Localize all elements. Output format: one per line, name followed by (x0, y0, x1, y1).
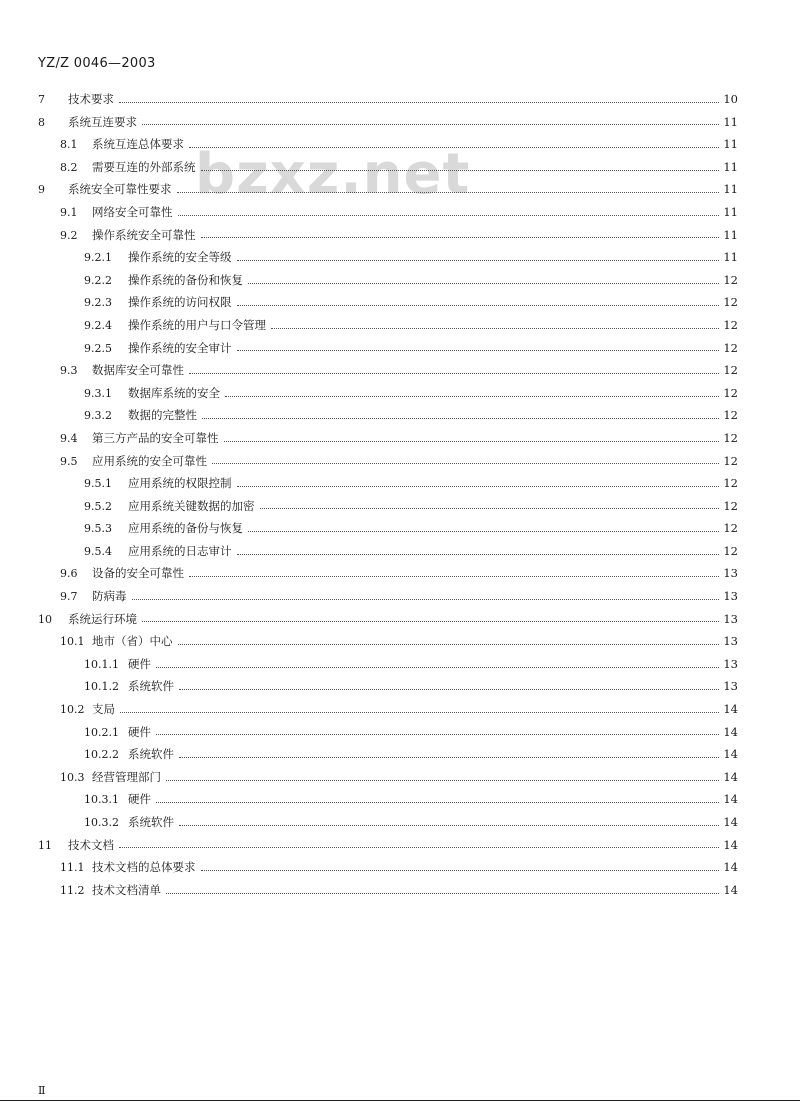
toc-entry[interactable] (38, 359, 738, 382)
toc-entry-title: 应用系统的备份与恢复 (128, 521, 243, 536)
toc-entry[interactable] (38, 653, 738, 676)
toc-entry-number: 11.2 (60, 883, 85, 897)
bottom-rule (0, 1100, 800, 1101)
toc-dot-leader (237, 554, 720, 555)
watermark: bzxz.net (195, 142, 471, 207)
toc-entry[interactable] (38, 562, 738, 585)
toc-entry-page: 13 (723, 634, 738, 649)
toc-entry-title: 硬件 (128, 656, 151, 671)
toc-entry-title: 系统软件 (128, 815, 174, 829)
toc-dot-leader (271, 328, 719, 329)
toc-entry[interactable] (38, 766, 738, 789)
toc-dot-leader (237, 305, 720, 306)
toc-entry-page: 14 (723, 860, 738, 875)
toc-entry-number: 9.2.4 (84, 318, 112, 332)
toc-entry-title: 操作系统安全可靠性 (92, 227, 196, 242)
toc-dot-leader (142, 124, 719, 125)
toc-entry-number: 10.1.2 (84, 680, 119, 694)
toc-entry-page: 12 (723, 476, 738, 491)
toc-entry[interactable] (38, 879, 738, 902)
toc-entry[interactable] (38, 246, 738, 269)
toc-entry-number: 9.4 (60, 431, 78, 445)
toc-entry-number: 9.5.1 (84, 477, 112, 491)
toc-entry-page: 12 (723, 408, 738, 423)
toc-entry-title: 设备的安全可靠性 (92, 566, 184, 581)
toc-entry-number: 10.1.1 (84, 657, 119, 671)
toc-entry-number: 10.3.1 (84, 793, 119, 807)
toc-entry-title: 操作系统的备份和恢复 (128, 272, 243, 287)
toc-entry-page: 11 (723, 159, 738, 174)
toc-entry-title: 网络安全可靠性 (92, 204, 173, 219)
toc-entry[interactable] (38, 721, 738, 744)
toc-entry[interactable] (38, 404, 738, 427)
toc-entry-title: 硬件 (128, 792, 151, 807)
toc-dot-leader (201, 237, 720, 238)
toc-dot-leader (179, 757, 719, 758)
toc-dot-leader (177, 192, 720, 193)
toc-entry-title: 系统互连要求 (68, 114, 137, 129)
toc-entry[interactable] (38, 585, 738, 608)
toc-dot-leader (237, 260, 720, 261)
toc-entry[interactable] (38, 788, 738, 811)
toc-entry-title: 系统软件 (128, 747, 174, 762)
toc-entry-page: 13 (723, 679, 738, 694)
toc-dot-leader (212, 463, 719, 464)
toc-entry-title: 支局 (92, 702, 115, 717)
toc-entry-page: 12 (723, 498, 738, 513)
toc-entry-page: 12 (723, 385, 738, 400)
toc-entry-title: 应用系统的安全可靠性 (92, 453, 207, 468)
document-code: YZ/Z 0046—2003 (38, 56, 156, 71)
toc-entry-title: 应用系统的权限控制 (128, 476, 232, 491)
toc-entry-title: 系统软件 (128, 679, 174, 694)
toc-entry[interactable] (38, 291, 738, 314)
toc-entry-page: 13 (723, 566, 738, 581)
toc-entry[interactable] (38, 698, 738, 721)
toc-entry[interactable] (38, 495, 738, 518)
toc-dot-leader (142, 621, 719, 622)
toc-entry-title: 地市（省）中心 (92, 634, 173, 649)
table-of-contents (38, 88, 738, 901)
toc-entry[interactable] (38, 382, 738, 405)
toc-entry-number: 10.2 (60, 703, 85, 717)
page-number: Ⅱ (38, 1084, 46, 1097)
toc-entry-title: 操作系统的安全审计 (128, 340, 232, 355)
toc-entry-title: 系统运行环境 (68, 611, 137, 626)
toc-entry-page: 11 (723, 114, 738, 129)
toc-entry[interactable] (38, 178, 738, 201)
toc-entry-number: 9.2.3 (84, 296, 112, 310)
toc-entry-page: 14 (723, 724, 738, 739)
toc-entry-title: 经营管理部门 (92, 769, 161, 784)
toc-entry-page: 11 (723, 182, 738, 197)
toc-entry[interactable] (38, 540, 738, 563)
toc-entry-title: 数据库系统的安全 (128, 385, 220, 400)
toc-dot-leader (120, 712, 719, 713)
toc-dot-leader (189, 373, 719, 374)
toc-entry-page: 12 (723, 430, 738, 445)
toc-entry-page: 14 (723, 882, 738, 897)
toc-entry-number: 9.2.1 (84, 251, 112, 265)
toc-entry[interactable] (38, 337, 738, 360)
toc-entry[interactable] (38, 269, 738, 292)
toc-dot-leader (119, 847, 719, 848)
toc-entry-number: 10.3 (60, 770, 85, 784)
toc-entry-page: 12 (723, 295, 738, 310)
toc-entry-page: 13 (723, 589, 738, 604)
toc-entry-title: 需要互连的外部系统 (92, 159, 196, 174)
toc-entry-number: 8.2 (60, 160, 78, 174)
toc-entry-number: 10.1 (60, 635, 85, 649)
toc-entry-title: 防病毒 (92, 589, 127, 604)
toc-entry[interactable] (38, 472, 738, 495)
toc-dot-leader (179, 825, 719, 826)
toc-dot-leader (260, 508, 720, 509)
toc-entry-title: 系统互连总体要求 (92, 137, 184, 152)
toc-entry-title: 操作系统的用户与口令管理 (128, 317, 266, 332)
toc-entry-page: 14 (723, 747, 738, 762)
toc-entry-number: 9.5 (60, 454, 78, 468)
toc-entry-title: 技术文档的总体要求 (92, 860, 196, 875)
toc-entry-page: 14 (723, 837, 738, 852)
toc-entry-number: 9.3.1 (84, 386, 112, 400)
toc-entry-number: 8.1 (60, 138, 78, 152)
toc-entry-number: 10.3.2 (84, 816, 119, 829)
toc-entry-number: 9.1 (60, 205, 78, 219)
toc-entry-number: 8 (38, 115, 45, 129)
toc-entry-number: 9.3.2 (84, 409, 112, 423)
toc-entry-page: 13 (723, 656, 738, 671)
toc-entry[interactable] (38, 156, 738, 179)
toc-entry-number: 9.2.5 (84, 341, 112, 355)
toc-entry[interactable] (38, 856, 738, 879)
toc-entry-number: 9.5.3 (84, 522, 112, 536)
toc-dot-leader (156, 734, 719, 735)
toc-entry-page: 12 (723, 521, 738, 536)
toc-entry-number: 11 (38, 838, 52, 852)
toc-entry[interactable] (38, 608, 738, 631)
toc-entry[interactable] (38, 314, 738, 337)
toc-entry-number: 7 (38, 93, 45, 106)
toc-dot-leader (156, 802, 719, 803)
toc-dot-leader (179, 689, 719, 690)
toc-entry-page: 14 (723, 702, 738, 717)
toc-entry[interactable] (38, 450, 738, 473)
toc-entry-title: 数据的完整性 (128, 408, 197, 423)
toc-entry-title: 硬件 (128, 724, 151, 739)
toc-entry-page: 12 (723, 453, 738, 468)
toc-entry-number: 9.5.4 (84, 544, 112, 558)
toc-entry[interactable] (38, 88, 738, 111)
toc-entry[interactable] (38, 834, 738, 857)
toc-entry-number: 9.7 (60, 590, 78, 604)
toc-entry-page: 11 (723, 204, 738, 219)
toc-entry[interactable] (38, 811, 738, 834)
toc-entry-number: 10.2.2 (84, 748, 119, 762)
toc-entry-number: 9.3 (60, 364, 78, 378)
toc-entry-page: 11 (723, 250, 738, 265)
toc-dot-leader (237, 350, 720, 351)
toc-dot-leader (132, 599, 720, 600)
toc-entry-page: 14 (723, 792, 738, 807)
toc-entry[interactable] (38, 427, 738, 450)
toc-dot-leader (156, 667, 719, 668)
toc-dot-leader (248, 531, 719, 532)
toc-entry-number: 10 (38, 612, 52, 626)
toc-entry-title: 操作系统的安全等级 (128, 250, 232, 265)
toc-entry-title: 应用系统的日志审计 (128, 543, 232, 558)
toc-entry-title: 应用系统关键数据的加密 (128, 498, 255, 513)
toc-dot-leader (237, 486, 720, 487)
toc-entry-number: 11.1 (60, 861, 85, 875)
toc-entry-number: 9.6 (60, 567, 78, 581)
toc-entry-page: 12 (723, 340, 738, 355)
toc-entry-page: 11 (723, 227, 738, 242)
toc-entry-number: 9 (38, 183, 45, 197)
toc-entry-page: 14 (723, 815, 738, 829)
toc-entry-number: 9.5.2 (84, 499, 112, 513)
toc-entry-page: 12 (723, 543, 738, 558)
toc-entry-number: 10.2.1 (84, 725, 119, 739)
toc-dot-leader (178, 644, 720, 645)
toc-dot-leader (248, 283, 719, 284)
toc-dot-leader (201, 170, 720, 171)
toc-entry-number: 9.2 (60, 228, 78, 242)
toc-entry[interactable] (38, 111, 738, 134)
toc-dot-leader (189, 147, 719, 148)
toc-entry-number: 9.2.2 (84, 273, 112, 287)
toc-dot-leader (119, 102, 719, 103)
toc-entry-page: 12 (723, 272, 738, 287)
toc-dot-leader (202, 418, 719, 419)
toc-entry-page: 12 (723, 317, 738, 332)
toc-dot-leader (225, 396, 719, 397)
toc-entry-title: 技术要求 (68, 92, 114, 106)
toc-entry-page: 14 (723, 769, 738, 784)
toc-entry-page: 10 (723, 92, 738, 106)
toc-entry-title: 第三方产品的安全可靠性 (92, 430, 219, 445)
toc-entry-page: 13 (723, 611, 738, 626)
toc-entry[interactable] (38, 743, 738, 766)
toc-dot-leader (224, 441, 720, 442)
toc-entry-title: 数据库安全可靠性 (92, 363, 184, 378)
toc-entry[interactable] (38, 675, 738, 698)
toc-entry[interactable] (38, 133, 738, 156)
toc-entry[interactable] (38, 630, 738, 653)
toc-entry-page: 12 (723, 363, 738, 378)
toc-entry-title: 技术文档清单 (92, 882, 161, 897)
toc-entry-page: 11 (723, 137, 738, 152)
toc-entry-title: 技术文档 (68, 837, 114, 852)
toc-dot-leader (178, 215, 720, 216)
toc-dot-leader (166, 893, 719, 894)
toc-entry-title: 操作系统的访问权限 (128, 295, 232, 310)
toc-entry[interactable] (38, 201, 738, 224)
toc-dot-leader (201, 870, 720, 871)
toc-dot-leader (166, 780, 719, 781)
toc-dot-leader (189, 576, 719, 577)
toc-entry[interactable] (38, 224, 738, 247)
toc-entry[interactable] (38, 517, 738, 540)
toc-entry-title: 系统安全可靠性要求 (68, 182, 172, 197)
